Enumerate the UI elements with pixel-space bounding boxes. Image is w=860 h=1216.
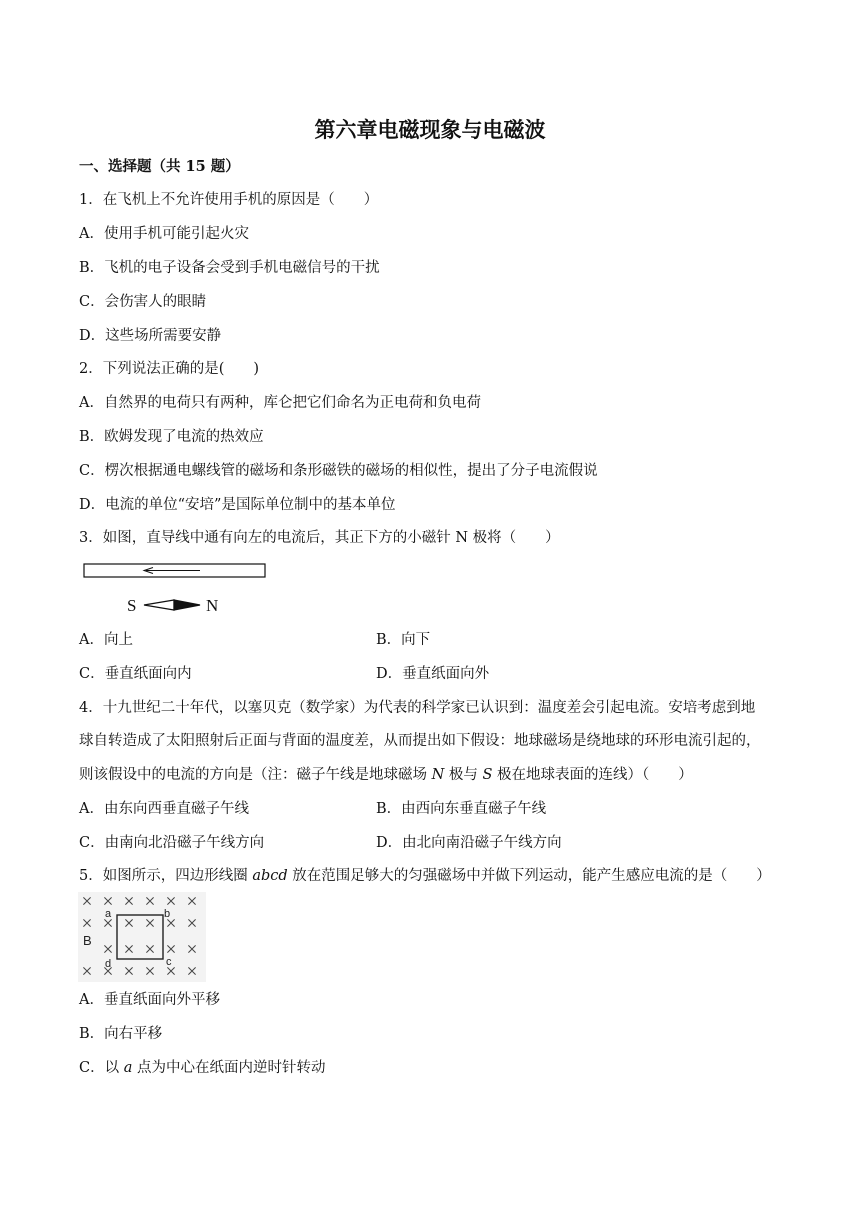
q4-option-a: A．由东向西垂直磁子午线: [79, 801, 249, 817]
q1-option-b: B．飞机的电子设备会受到手机电磁信号的干扰: [79, 260, 380, 276]
label-c: c: [166, 956, 172, 968]
q4-option-c: C．由南向北沿磁子午线方向: [79, 835, 265, 851]
figure-background: [78, 892, 206, 982]
q1-option-d: D．这些场所需要安静: [79, 328, 222, 344]
page-title: 第六章电磁现象与电磁波: [314, 118, 546, 142]
q2-option-b: B．欧姆发现了电流的热效应: [79, 429, 264, 445]
q2-stem: 2．下列说法正确的是( ): [79, 361, 260, 377]
needle-s-half: [144, 600, 174, 610]
q3-option-b: B．向下: [376, 632, 431, 648]
q3-figure: [80, 560, 280, 620]
needle-n-half: [174, 600, 200, 610]
q1-option-a: A．使用手机可能引起火灾: [79, 226, 249, 242]
label-field-b: B: [83, 933, 92, 948]
section-heading: 一、选择题（共 15 题）: [79, 158, 240, 175]
q3-stem: 3．如图，直导线中通有向左的电流后，其正下方的小磁针 N 极将（ ）: [79, 530, 560, 546]
q5-option-b: B．向右平移: [79, 1026, 163, 1042]
q3-option-d: D．垂直纸面向外: [376, 666, 490, 682]
q5-stem: 5．如图所示，四边形线圈 abcd 放在范围足够大的匀强磁场中并做下列运动，能产生感应电流的是（ ）: [79, 868, 771, 884]
q5-option-a: A．垂直纸面向外平移: [79, 992, 220, 1008]
label-a: a: [105, 908, 112, 920]
q1-option-c: C．会伤害人的眼睛: [79, 294, 207, 310]
q5-option-c: C．以 a 点为中心在纸面内逆时针转动: [79, 1060, 326, 1076]
needle-n-label: N: [206, 596, 219, 615]
needle-s-label: S: [127, 596, 137, 615]
q2-option-a: A．自然界的电荷只有两种，库仑把它们命名为正电荷和负电荷: [79, 395, 481, 411]
q2-option-d: D．电流的单位“安培”是国际单位制中的基本单位: [79, 497, 396, 513]
q4-option-d: D．由北向南沿磁子午线方向: [376, 835, 562, 851]
q3-option-a: A．向上: [79, 632, 133, 648]
label-b: b: [164, 908, 171, 920]
label-d: d: [105, 958, 112, 970]
q4-option-b: B．由西向东垂直磁子午线: [376, 801, 547, 817]
q4-line3: 则该假设中的电流的方向是（注：磁子午线是地球磁场 N 极与 S 极在地球表面的连线）（ ）: [79, 767, 693, 783]
q5-figure: [78, 892, 206, 982]
q4-line2: 球自转造成了太阳照射后正面与背面的温度差，从而提出如下假设：地球磁场是绕地球的环形电流引起的，: [79, 733, 761, 749]
q2-option-c: C．楞次根据通电螺线管的磁场和条形磁铁的磁场的相似性，提出了分子电流假说: [79, 463, 598, 479]
q4-line1: 4．十九世纪二十年代，以塞贝克（数学家）为代表的科学家已认识到：温度差会引起电流。安培考虑到地: [79, 700, 756, 716]
q3-option-c: C．垂直纸面向内: [79, 666, 192, 682]
q1-stem: 1．在飞机上不允许使用手机的原因是（ ）: [79, 192, 379, 208]
